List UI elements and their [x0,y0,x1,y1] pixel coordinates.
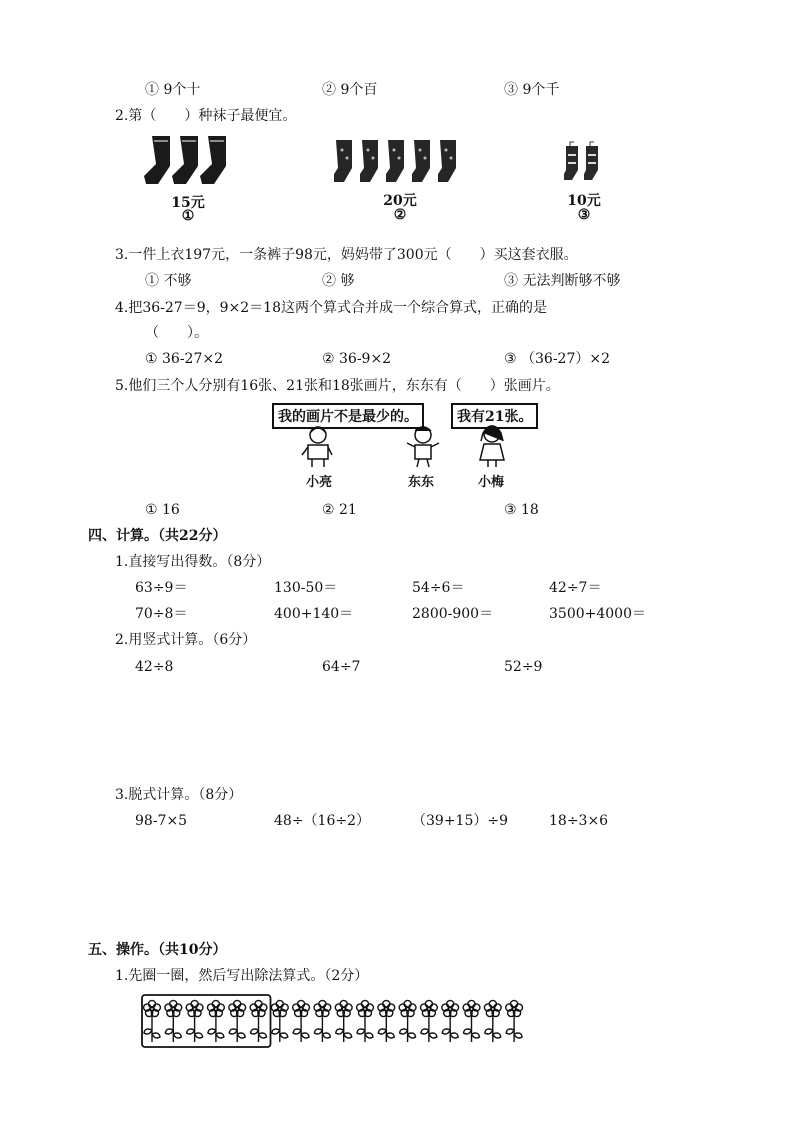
q3-stem: 3.一件上衣197元，一条裤子98元，妈妈带了300元（ ）买这套衣服。 [115,247,578,263]
flower-row-image [140,994,540,1050]
boy-dongdong-image [403,425,443,469]
s4-p1-r2-c3: 2800-900＝ [412,606,494,622]
s4-p1-r1-c1: 63÷9＝ [135,580,188,596]
flower-icon [335,1000,352,1042]
q2-stem: 2.第（ ）种袜子最便宜。 [115,108,297,124]
sock-group-1-image [142,132,242,190]
sock-group-2-image [330,138,470,188]
flower-icon [250,1000,267,1042]
flower-icon [165,1000,182,1042]
q4-stem: 4.把36-27＝9，9×2＝18这两个算式合并成一个综合算式，正确的是 [115,300,547,316]
flower-icon [484,1000,501,1042]
kid-name-3: 小梅 [478,475,505,490]
s4-p3-item-3: （39+15）÷9 [412,813,508,829]
flower-icon [506,1000,523,1042]
q2-price-2: 20元 [383,193,417,209]
kid-name-2: 东东 [408,475,435,490]
kid-name-1: 小亮 [306,475,333,490]
s4-p3-item-4: 18÷3×6 [549,813,609,829]
q4-option-1: ① 36-27×2 [145,351,223,367]
s4-p3-item-2: 48÷（16÷2） [274,813,370,829]
q2-price-1: 15元 [171,195,205,211]
flower-icon [463,1000,480,1042]
q3-option-2: ② 够 [322,273,355,289]
s4-p2-item-3: 52÷9 [504,659,543,675]
s4-p1-r1-c3: 54÷6＝ [412,580,465,596]
s4-p1-r1-c4: 42÷7＝ [549,580,602,596]
section-5-title: 五、操作。（共10分） [88,942,227,958]
q1-option-3: ③ 9个千 [504,82,560,98]
s4-p1-r1-c2: 130-50＝ [274,580,338,596]
sock-group-3-image [562,140,606,186]
q2-num-1: ① [181,208,195,224]
flower-icon [293,1000,310,1042]
q1-option-2: ② 9个百 [322,82,378,98]
section-4-title: 四、计算。（共22分） [88,528,227,544]
s4-part2-title: 2.用竖式计算。（6分） [115,632,257,648]
flower-icon [442,1000,459,1042]
s4-part3-title: 3.脱式计算。（8分） [115,787,243,803]
s4-p1-r2-c2: 400+140＝ [274,606,354,622]
q2-price-3: 10元 [567,193,601,209]
q4-option-3: ③ （36-27）×2 [504,351,610,367]
speech-bubble-1: 我的画片不是最少的。 [272,403,424,429]
q1-option-1: ① 9个十 [145,82,201,98]
speech-bubble-2: 我有21张。 [451,403,538,429]
flower-icon [186,1000,203,1042]
q3-option-1: ① 不够 [145,273,192,289]
q4-stem-continued: （ ）。 [145,325,208,341]
q5-option-2: ② 21 [322,502,357,518]
flower-icon [314,1000,331,1042]
q5-stem: 5.他们三个人分别有16张、21张和18张画片，东东有（ ）张画片。 [115,378,560,394]
q2-num-2: ② [393,207,407,223]
s4-p2-item-2: 64÷7 [322,659,361,675]
flower-icon [144,1000,161,1042]
s4-p1-r2-c4: 3500+4000＝ [549,606,646,622]
q5-option-1: ① 16 [145,502,180,518]
s4-p3-item-1: 98-7×5 [135,813,188,829]
boy-xiaoliang-image [300,425,336,469]
s4-part1-title: 1.直接写出得数。（8分） [115,554,271,570]
q3-option-3: ③ 无法判断够不够 [504,273,621,289]
s4-p2-item-1: 42÷8 [135,659,174,675]
flower-icon [399,1000,416,1042]
q5-option-3: ③ 18 [504,502,539,518]
q4-option-2: ② 36-9×2 [322,351,392,367]
s4-p1-r2-c1: 70÷8＝ [135,606,188,622]
s5-part1-title: 1.先圈一圈，然后写出除法算式。（2分） [115,968,369,984]
selection-circle [142,995,271,1047]
flower-icon [421,1000,438,1042]
flower-icon [229,1000,246,1042]
flower-icon [378,1000,395,1042]
flower-icon [357,1000,374,1042]
flower-icon [208,1000,225,1042]
flower-icon [271,1000,288,1042]
girl-xiaomei-image [474,423,510,469]
q2-num-3: ③ [577,207,591,223]
